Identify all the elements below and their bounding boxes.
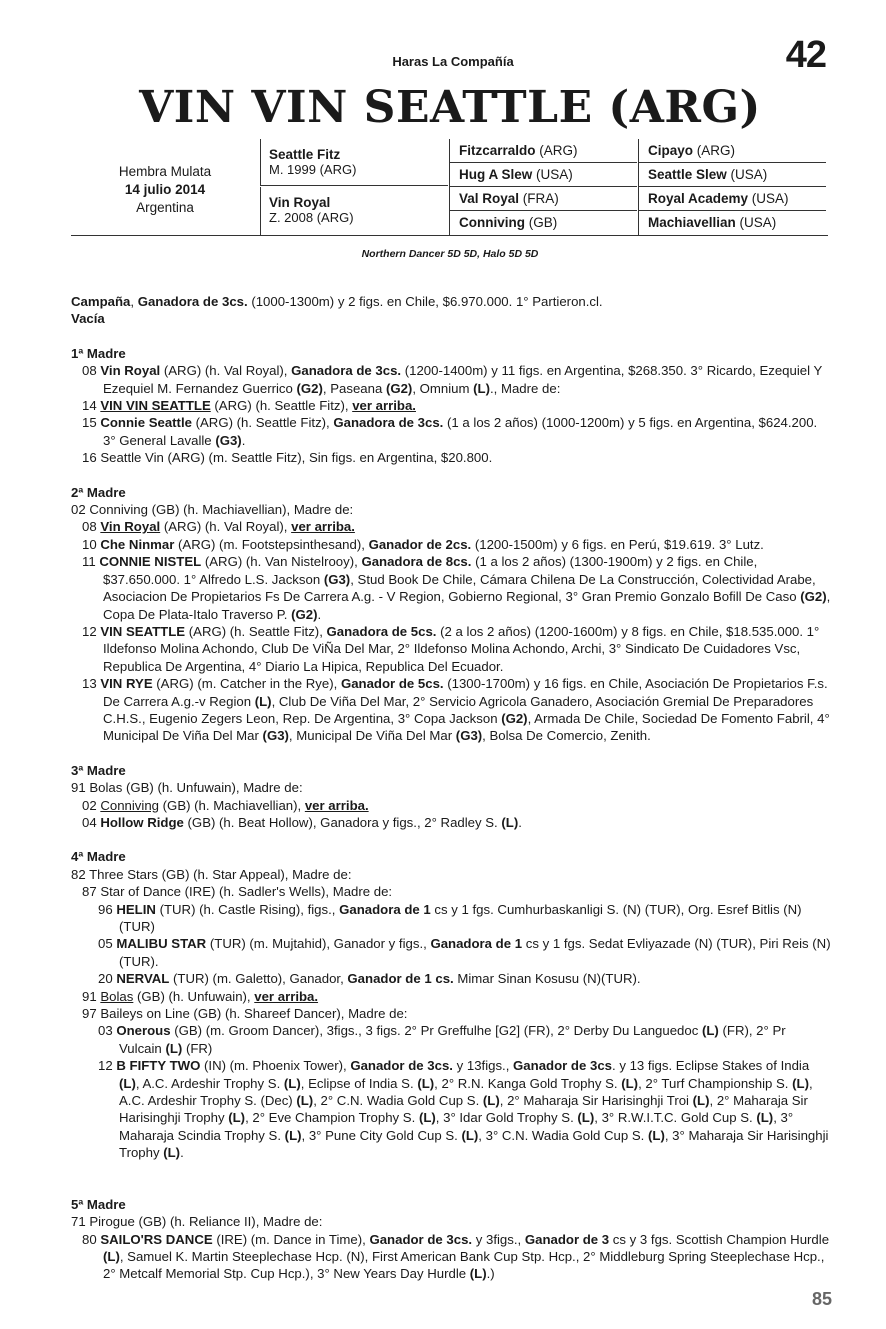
dam-entry: 02 Conniving (GB) (h. Machiavellian), Madre de:	[71, 502, 354, 518]
section-heading: 4ª Madre	[71, 849, 126, 865]
section-heading: 2ª Madre	[71, 484, 126, 500]
produce-entry: 80 SAILO'RS DANCE (IRE) (m. Dance in Time), Ganador de 3cs. y 3figs., Ganador de 3 cs y 3 fgs. Scottish Champion Hurdle (L), Samuel K. Martin Steeplechase Hcp. (N), First American Bank Cup Stp. Hcp., 2° Middleburg Spring Steeplechase Hcp., 2° Metcalf Memorial Stp. Cup Hcp.), 3° New Years Day Hurdle (L).)	[82, 1231, 830, 1282]
dam-entry: 71 Pirogue (GB) (h. Reliance II), Madre de:	[71, 1214, 323, 1230]
birth-date: 14 julio 2014	[124, 182, 206, 197]
produce-entry: 04 Hollow Ridge (GB) (h. Beat Hollow), Ganadora y figs., 2° Radley S. (L).	[82, 814, 522, 830]
produce-entry: 96 HELIN (TUR) (h. Castle Rising), figs., Ganadora de 1 cs y 1 fgs. Cumhurbaskanligi S. (N) (TUR), Org. Esref Bitlis (N) (TUR)	[98, 901, 802, 934]
produce-entry: 16 Seattle Vin (ARG) (m. Seattle Fitz), Sin figs. en Argentina, $20.800.	[82, 450, 493, 466]
sire-cell	[260, 139, 448, 186]
great-grandparent-cell: Cipayo (ARG)	[638, 139, 826, 163]
grandparent-cell: Hug A Slew (USA)	[449, 163, 637, 187]
consignor: Haras La Compañía	[392, 54, 514, 69]
grandparent-cell: Val Royal (FRA)	[449, 187, 637, 211]
dam-entry: 08 Vin Royal (ARG) (h. Val Royal), Ganadora de 3cs. (1200-1400m) y 11 figs. en Argentina, $268.350. 3° Ricardo, Ezequiel Y Ezequiel M. Fernandez Guerrico (G2), Paseana (G2), Omnium (L)., Madre de:	[82, 363, 823, 396]
campaign-line: Campaña, Ganadora de 3cs. (1000-1300m) y 2 figs. en Chile, $6.970.000. 1° Partieron.cl.	[71, 294, 603, 309]
section-heading: 3ª Madre	[71, 762, 126, 778]
produce-entry: 11 CONNIE NISTEL (ARG) (h. Van Nistelrooy), Ganadora de 8cs. (1 a los 2 años) (1300-1900m) y 2 figs. en Chile, $37.650.000. 1° Alfredo L.S. Jackson (G3), Stud Book De Chile, Cámara Chilena De La Construcción, Colectividad Arabe, Asociacion De Propietarios Fs De Carrera A.g. - V Region, Gobierno Regional, 3° Gran Premio Gonzalo Bofill De Caso (G2), Copa De Plata-Italo Traverso P. (G2).	[82, 554, 831, 622]
produce-entry: 91 Bolas (GB) (h. Unfuwain), ver arriba.	[82, 988, 319, 1004]
page-number: 85	[811, 1289, 832, 1309]
catalog-body	[71, 293, 831, 1283]
sire-info: M. 1999 (ARG)	[269, 162, 357, 177]
section-heading: 5ª Madre	[71, 1196, 126, 1212]
produce-entry: 14 VIN VIN SEATTLE (ARG) (h. Seattle Fitz), ver arriba.	[82, 398, 416, 414]
grandparent-cell: Conniving (GB)	[449, 211, 637, 235]
inbreeding-note: Northern Dancer 5D 5D, Halo 5D 5D	[361, 248, 539, 260]
great-grandparent-cell: Royal Academy (USA)	[638, 187, 826, 211]
produce-entry: 87 Star of Dance (IRE) (h. Sadler's Wells), Madre de:	[82, 884, 393, 900]
lot-number: 42	[785, 34, 826, 76]
dam-info: Z. 2008 (ARG)	[269, 210, 354, 225]
horse-summary	[71, 163, 259, 217]
pedigree-table	[71, 139, 828, 236]
produce-entry: 13 VIN RYE (ARG) (m. Catcher in the Rye), Ganador de 5cs. (1300-1700m) y 16 figs. en Chile, Asociación De Propietarios F.s. De Carrera A.g.-v Region (L), Club De Viña Del Mar, 2° Servicio Agricola Ganadero, Asociación Gremial De Preparadores C.H.S., Eugenio Zegers Leon, Rep. De Argentina, 3° Copa Jackson (G2), Armada De Chile, Sociedad De Fomento Fabril, 4° Municipal De Viña Del Mar (G3), Municipal De Viña Del Mar (G3), Bolsa De Comercio, Zenith.	[82, 676, 830, 744]
produce-entry: 08 Vin Royal (ARG) (h. Val Royal), ver arriba.	[82, 519, 355, 535]
produce-entry: 03 Onerous (GB) (m. Groom Dancer), 3figs., 3 figs. 2° Pr Greffulhe [G2] (FR), 2° Derby Du Languedoc (L) (FR), 2° Pr Vulcain (L) (FR)	[98, 1023, 786, 1056]
dam-entry: 82 Three Stars (GB) (h. Star Appeal), Madre de:	[71, 866, 352, 882]
produce-entry: 15 Connie Seattle (ARG) (h. Seattle Fitz), Ganadora de 3cs. (1 a los 2 años) (1000-1200m) y 5 figs. en Argentina, $624.200. 3° General Lavalle (G3).	[82, 415, 818, 448]
sex-color: Hembra Mulata	[118, 164, 212, 179]
grandparent-cell: Fitzcarraldo (ARG)	[449, 139, 637, 163]
produce-entry: 12 B FIFTY TWO (IN) (m. Phoenix Tower), Ganador de 3cs. y 13figs., Ganador de 3cs. y 13 figs. Eclipse Stakes of India (L), A.C. Ardeshir Trophy S. (L), Eclipse of India S. (L), 2° R.N. Kanga Gold Trophy S. (L), 2° Turf Championship S. (L), A.C. Ardeshir Trophy S. (Dec) (L), 2° C.N. Wadia Gold Cup S. (L), 2° Maharaja Sir Harisinghji Troi (L), 2° Maharaja Sir Harisinghji Trophy (L), 2° Eve Champion Trophy S. (L), 3° Idar Gold Trophy S. (L), 3° R.W.I.T.C. Gold Cup S. (L), 3° Maharaja Scindia Trophy S. (L), 3° Pune City Gold Cup S. (L), 3° C.N. Wadia Gold Cup S. (L), 3° Maharaja Sir Harisinghji Trophy (L).	[98, 1058, 829, 1161]
produce-entry: 97 Baileys on Line (GB) (h. Shareef Dancer), Madre de:	[82, 1006, 408, 1022]
produce-entry: 12 VIN SEATTLE (ARG) (h. Seattle Fitz), Ganadora de 5cs. (2 a los 2 años) (1200-1600m) y 8 figs. en Chile, $18.535.000. 1° Ildefonso Molina Achondo, Club De ViÑa Del Mar, 2° Ildefonso Molina Achondo, Archi, 3° Sindicato De Cuidadores Vsc, Republica De Argentina, 4° Diario La Hipica, Republica Del Ecuador.	[82, 623, 820, 674]
dam-cell	[260, 187, 448, 235]
dam-name: Vin Royal	[269, 195, 331, 210]
produce-entry: 20 NERVAL (TUR) (m. Galetto), Ganador, Ganador de 1 cs. Mimar Sinan Kosusu (N)(TUR).	[98, 971, 641, 987]
produce-entry: 02 Conniving (GB) (h. Machiavellian), ver arriba.	[82, 797, 369, 813]
status-line: Vacía	[71, 311, 105, 327]
produce-entry: 10 Che Ninmar (ARG) (m. Footstepsinthesand), Ganador de 2cs. (1200-1500m) y 6 figs. en Perú, $19.619. 3° Lutz.	[82, 536, 764, 552]
produce-entry: 05 MALIBU STAR (TUR) (m. Mujtahid), Ganador y figs., Ganadora de 1 cs y 1 fgs. Sedat Evliyazade (N) (TUR), Piri Reis (N) (TUR).	[98, 936, 831, 969]
dam-entry: 91 Bolas (GB) (h. Unfuwain), Madre de:	[71, 780, 303, 796]
horse-name: VIN VIN SEATTLE (ARG)	[139, 82, 761, 133]
sire-name: Seattle Fitz	[269, 147, 341, 162]
section-heading: 1ª Madre	[71, 345, 126, 361]
great-grandparent-cell: Machiavellian (USA)	[638, 211, 826, 235]
country: Argentina	[136, 200, 194, 215]
great-grandparent-cell: Seattle Slew (USA)	[638, 163, 826, 187]
